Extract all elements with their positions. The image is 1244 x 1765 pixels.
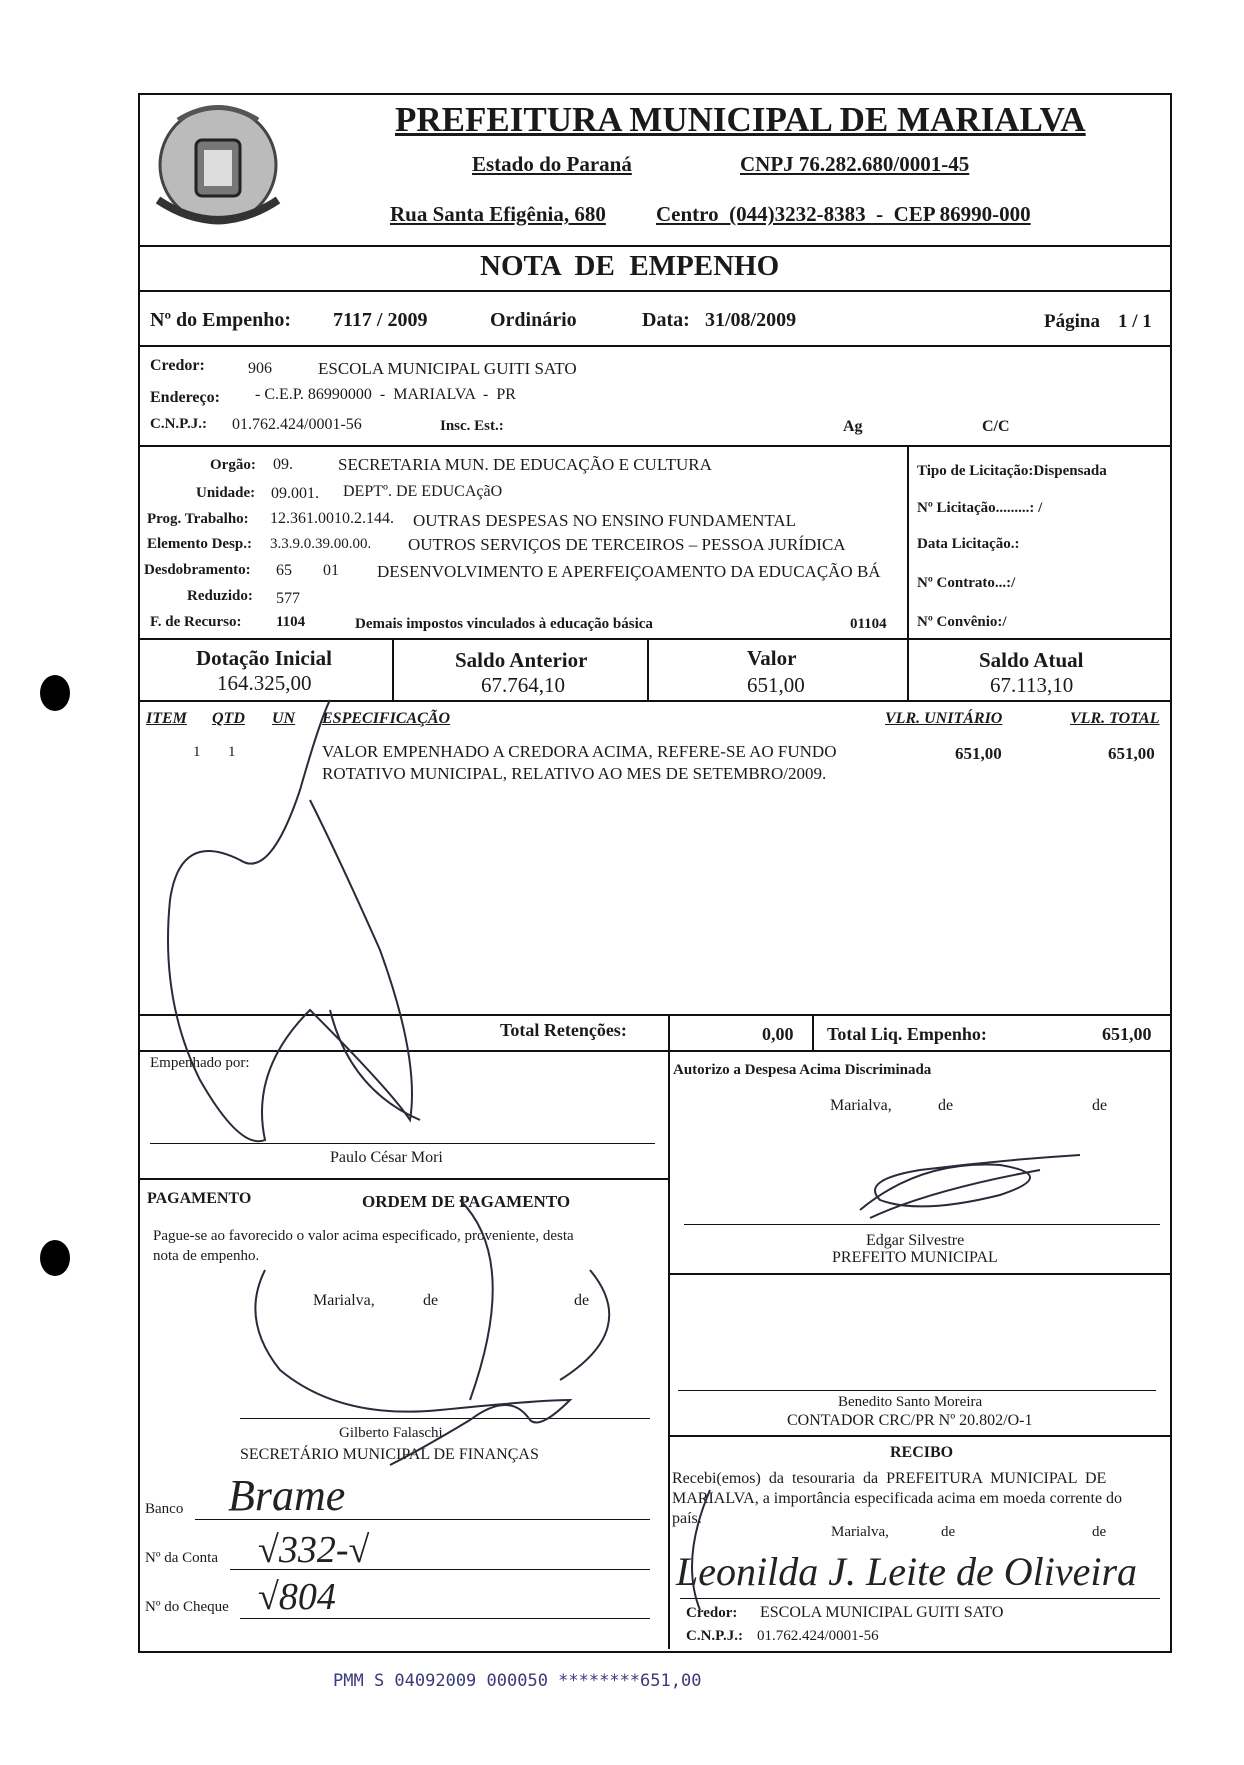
item-number: 1	[193, 744, 201, 760]
pagamento-cidade: Marialva,	[313, 1292, 375, 1309]
liquido-value: 651,00	[1102, 1024, 1152, 1044]
recibo-line-1: Recebi(emos) da tesouraria da PREFEITURA MUNICIPAL DE	[672, 1470, 1107, 1487]
liquido-label: Total Liq. Empenho:	[827, 1024, 987, 1044]
endereco-label: Endereço:	[150, 389, 220, 406]
endereco-value: - C.E.P. 86990000 - MARIALVA - PR	[255, 386, 516, 403]
empenhado-nome: Paulo César Mori	[330, 1149, 443, 1166]
credor-code: 906	[248, 360, 272, 377]
recibo-credor-label: Credor:	[686, 1605, 738, 1621]
banco-value: Brame	[228, 1471, 346, 1520]
autorizo-de-1: de	[938, 1097, 954, 1114]
recibo-signature: Leonilda J. Leite de Oliveira	[676, 1549, 1138, 1594]
autorizo-cidade: Marialva,	[830, 1097, 892, 1114]
licitacao-data: Data Licitação.:	[917, 536, 1020, 552]
recibo-line-3: país.	[672, 1510, 702, 1527]
address-label: Rua Santa Efigênia, 680	[390, 202, 606, 226]
unidade-label: Unidade:	[196, 485, 256, 501]
item-desc-line1: VALOR EMPENHADO A CREDORA ACIMA, REFERE-SE AO FUNDO	[322, 742, 837, 761]
credor-cnpj: 01.762.424/0001-56	[232, 416, 362, 433]
empenhado-label: Empenhado por:	[150, 1055, 250, 1071]
saldo-atual-label: Saldo Atual	[979, 648, 1084, 672]
item-qtd: 1	[228, 744, 236, 760]
recibo-credor: ESCOLA MUNICIPAL GUITI SATO	[760, 1604, 1004, 1621]
valor-value: 651,00	[747, 673, 805, 697]
ordem-pagamento-title: ORDEM DE PAGAMENTO	[362, 1192, 571, 1211]
prog-code: 12.361.0010.2.144.	[270, 510, 394, 527]
retencoes-value: 0,00	[762, 1024, 794, 1044]
recibo-line-2: MARIALVA, a importância especificada acima em moeda corrente do	[672, 1490, 1123, 1507]
empenho-type: Ordinário	[490, 309, 577, 331]
prog-label: Prog. Trabalho:	[147, 511, 249, 527]
desdobramento-label: Desdobramento:	[144, 562, 251, 578]
dotacao-inicial-label: Dotação Inicial	[196, 646, 332, 670]
prefeito-cargo: PREFEITO MUNICIPAL	[832, 1249, 998, 1266]
secretario-cargo: SECRETÁRIO MUNICIPAL DE FINANÇAS	[240, 1446, 539, 1463]
payment-stamp: PMM S 04092009 000050 ********651,00	[333, 1671, 702, 1691]
document-title: NOTA DE EMPENHO	[480, 250, 780, 282]
col-vlr-total: VLR. TOTAL	[1070, 710, 1160, 727]
pagamento-de-1: de	[423, 1292, 439, 1309]
page-label: Página	[1044, 311, 1100, 332]
recibo-cnpj: 01.762.424/0001-56	[757, 1628, 879, 1644]
date-value: 31/08/2009	[705, 309, 797, 331]
cheque-label: Nº do Cheque	[145, 1599, 229, 1615]
district-phone-label: Centro (044)3232-8383 - CEP 86990-000	[656, 202, 1031, 226]
recurso-code: 1104	[276, 614, 306, 630]
item-desc-line2: ROTATIVO MUNICIPAL, RELATIVO AO MES DE SETEMBRO/2009.	[322, 764, 827, 783]
desdobramento-b: 01	[323, 562, 339, 579]
dotacao-inicial-value: 164.325,00	[217, 671, 312, 695]
pagamento-de-2: de	[574, 1292, 590, 1309]
recibo-title: RECIBO	[890, 1444, 954, 1461]
saldo-anterior-value: 67.764,10	[481, 673, 565, 697]
unidade-code: 09.001.	[271, 485, 319, 502]
item-vlr-unitario: 651,00	[955, 744, 1002, 763]
empenho-number: 7117 / 2009	[333, 309, 428, 331]
contrato-numero: Nº Contrato...:/	[917, 575, 1016, 591]
conta-value: √332-√	[258, 1529, 370, 1571]
banco-label: Banco	[145, 1501, 184, 1517]
col-qtd: QTD	[212, 710, 245, 727]
conta-label: Nº da Conta	[145, 1550, 218, 1566]
orgao-code: 09.	[273, 456, 293, 473]
col-item: ITEM	[146, 710, 187, 727]
licitacao-tipo: Tipo de Licitação:Dispensada	[917, 463, 1107, 479]
date-label: Data:	[642, 309, 690, 331]
desdobramento-a: 65	[276, 562, 292, 579]
licitacao-numero: Nº Licitação.........: /	[917, 500, 1043, 516]
prefeito-nome: Edgar Silvestre	[866, 1232, 965, 1249]
secretario-nome: Gilberto Falaschi	[339, 1425, 443, 1441]
credor-label: Credor:	[150, 357, 205, 374]
page-title: PREFEITURA MUNICIPAL DE MARIALVA	[395, 100, 1086, 139]
state-label: Estado do Paraná	[472, 152, 632, 176]
recibo-cnpj-label: C.N.P.J.:	[686, 1628, 743, 1644]
credor-name: ESCOLA MUNICIPAL GUITI SATO	[318, 359, 577, 378]
empenho-number-label: Nº do Empenho:	[150, 309, 292, 331]
prog-desc: OUTRAS DESPESAS NO ENSINO FUNDAMENTAL	[413, 511, 797, 530]
insc-est-label: Insc. Est.:	[440, 418, 504, 434]
elemento-code: 3.3.9.0.39.00.00.	[270, 536, 372, 552]
recurso-label: F. de Recurso:	[150, 614, 242, 630]
autorizo-label: Autorizo a Despesa Acima Discriminada	[673, 1062, 932, 1078]
col-vlr-unitario: VLR. UNITÁRIO	[885, 710, 1003, 727]
col-un: UN	[272, 710, 296, 727]
cc-label: C/C	[982, 418, 1010, 435]
ag-label: Ag	[843, 418, 863, 435]
contador-nome: Benedito Santo Moreira	[838, 1394, 983, 1410]
retencoes-label: Total Retenções:	[500, 1020, 627, 1040]
cnpj-label: CNPJ 76.282.680/0001-45	[740, 152, 970, 176]
contador-cargo: CONTADOR CRC/PR Nº 20.802/O-1	[787, 1412, 1033, 1429]
recibo-de-2: de	[1092, 1524, 1107, 1540]
elemento-label: Elemento Desp.:	[147, 536, 252, 552]
pagamento-text-1: Pague-se ao favorecido o valor acima especificado, proveniente, desta	[153, 1228, 574, 1244]
item-vlr-total: 651,00	[1108, 744, 1155, 763]
elemento-desc: OUTROS SERVIÇOS DE TERCEIROS – PESSOA JURÍDICA	[408, 535, 846, 554]
credor-cnpj-label: C.N.P.J.:	[150, 416, 207, 432]
col-especificacao: ESPECIFICAÇÃO	[322, 710, 451, 727]
recibo-de-1: de	[941, 1524, 956, 1540]
orgao-label: Orgão:	[210, 457, 256, 473]
pagamento-label: PAGAMENTO	[147, 1190, 252, 1207]
saldo-atual-value: 67.113,10	[990, 673, 1074, 697]
page-number: 1 / 1	[1118, 311, 1152, 332]
recurso-number: 01104	[850, 616, 887, 632]
recibo-cidade: Marialva,	[831, 1524, 889, 1540]
cheque-value: √804	[258, 1576, 336, 1618]
reduzido-value: 577	[276, 590, 300, 607]
orgao-desc: SECRETARIA MUN. DE EDUCAÇÃO E CULTURA	[338, 455, 712, 474]
valor-label: Valor	[747, 646, 797, 670]
desdobramento-desc: DESENVOLVIMENTO E APERFEIÇOAMENTO DA EDUCAÇÃO BÁ	[377, 562, 881, 581]
saldo-anterior-label: Saldo Anterior	[455, 648, 588, 672]
convenio-numero: Nº Convênio:/	[917, 614, 1007, 630]
recurso-desc: Demais impostos vinculados à educação básica	[355, 616, 653, 632]
pagamento-text-2: nota de empenho.	[153, 1248, 260, 1264]
reduzido-label: Reduzido:	[187, 588, 253, 604]
unidade-desc: DEPTº. DE EDUCAçãO	[343, 483, 503, 500]
autorizo-de-2: de	[1092, 1097, 1108, 1114]
